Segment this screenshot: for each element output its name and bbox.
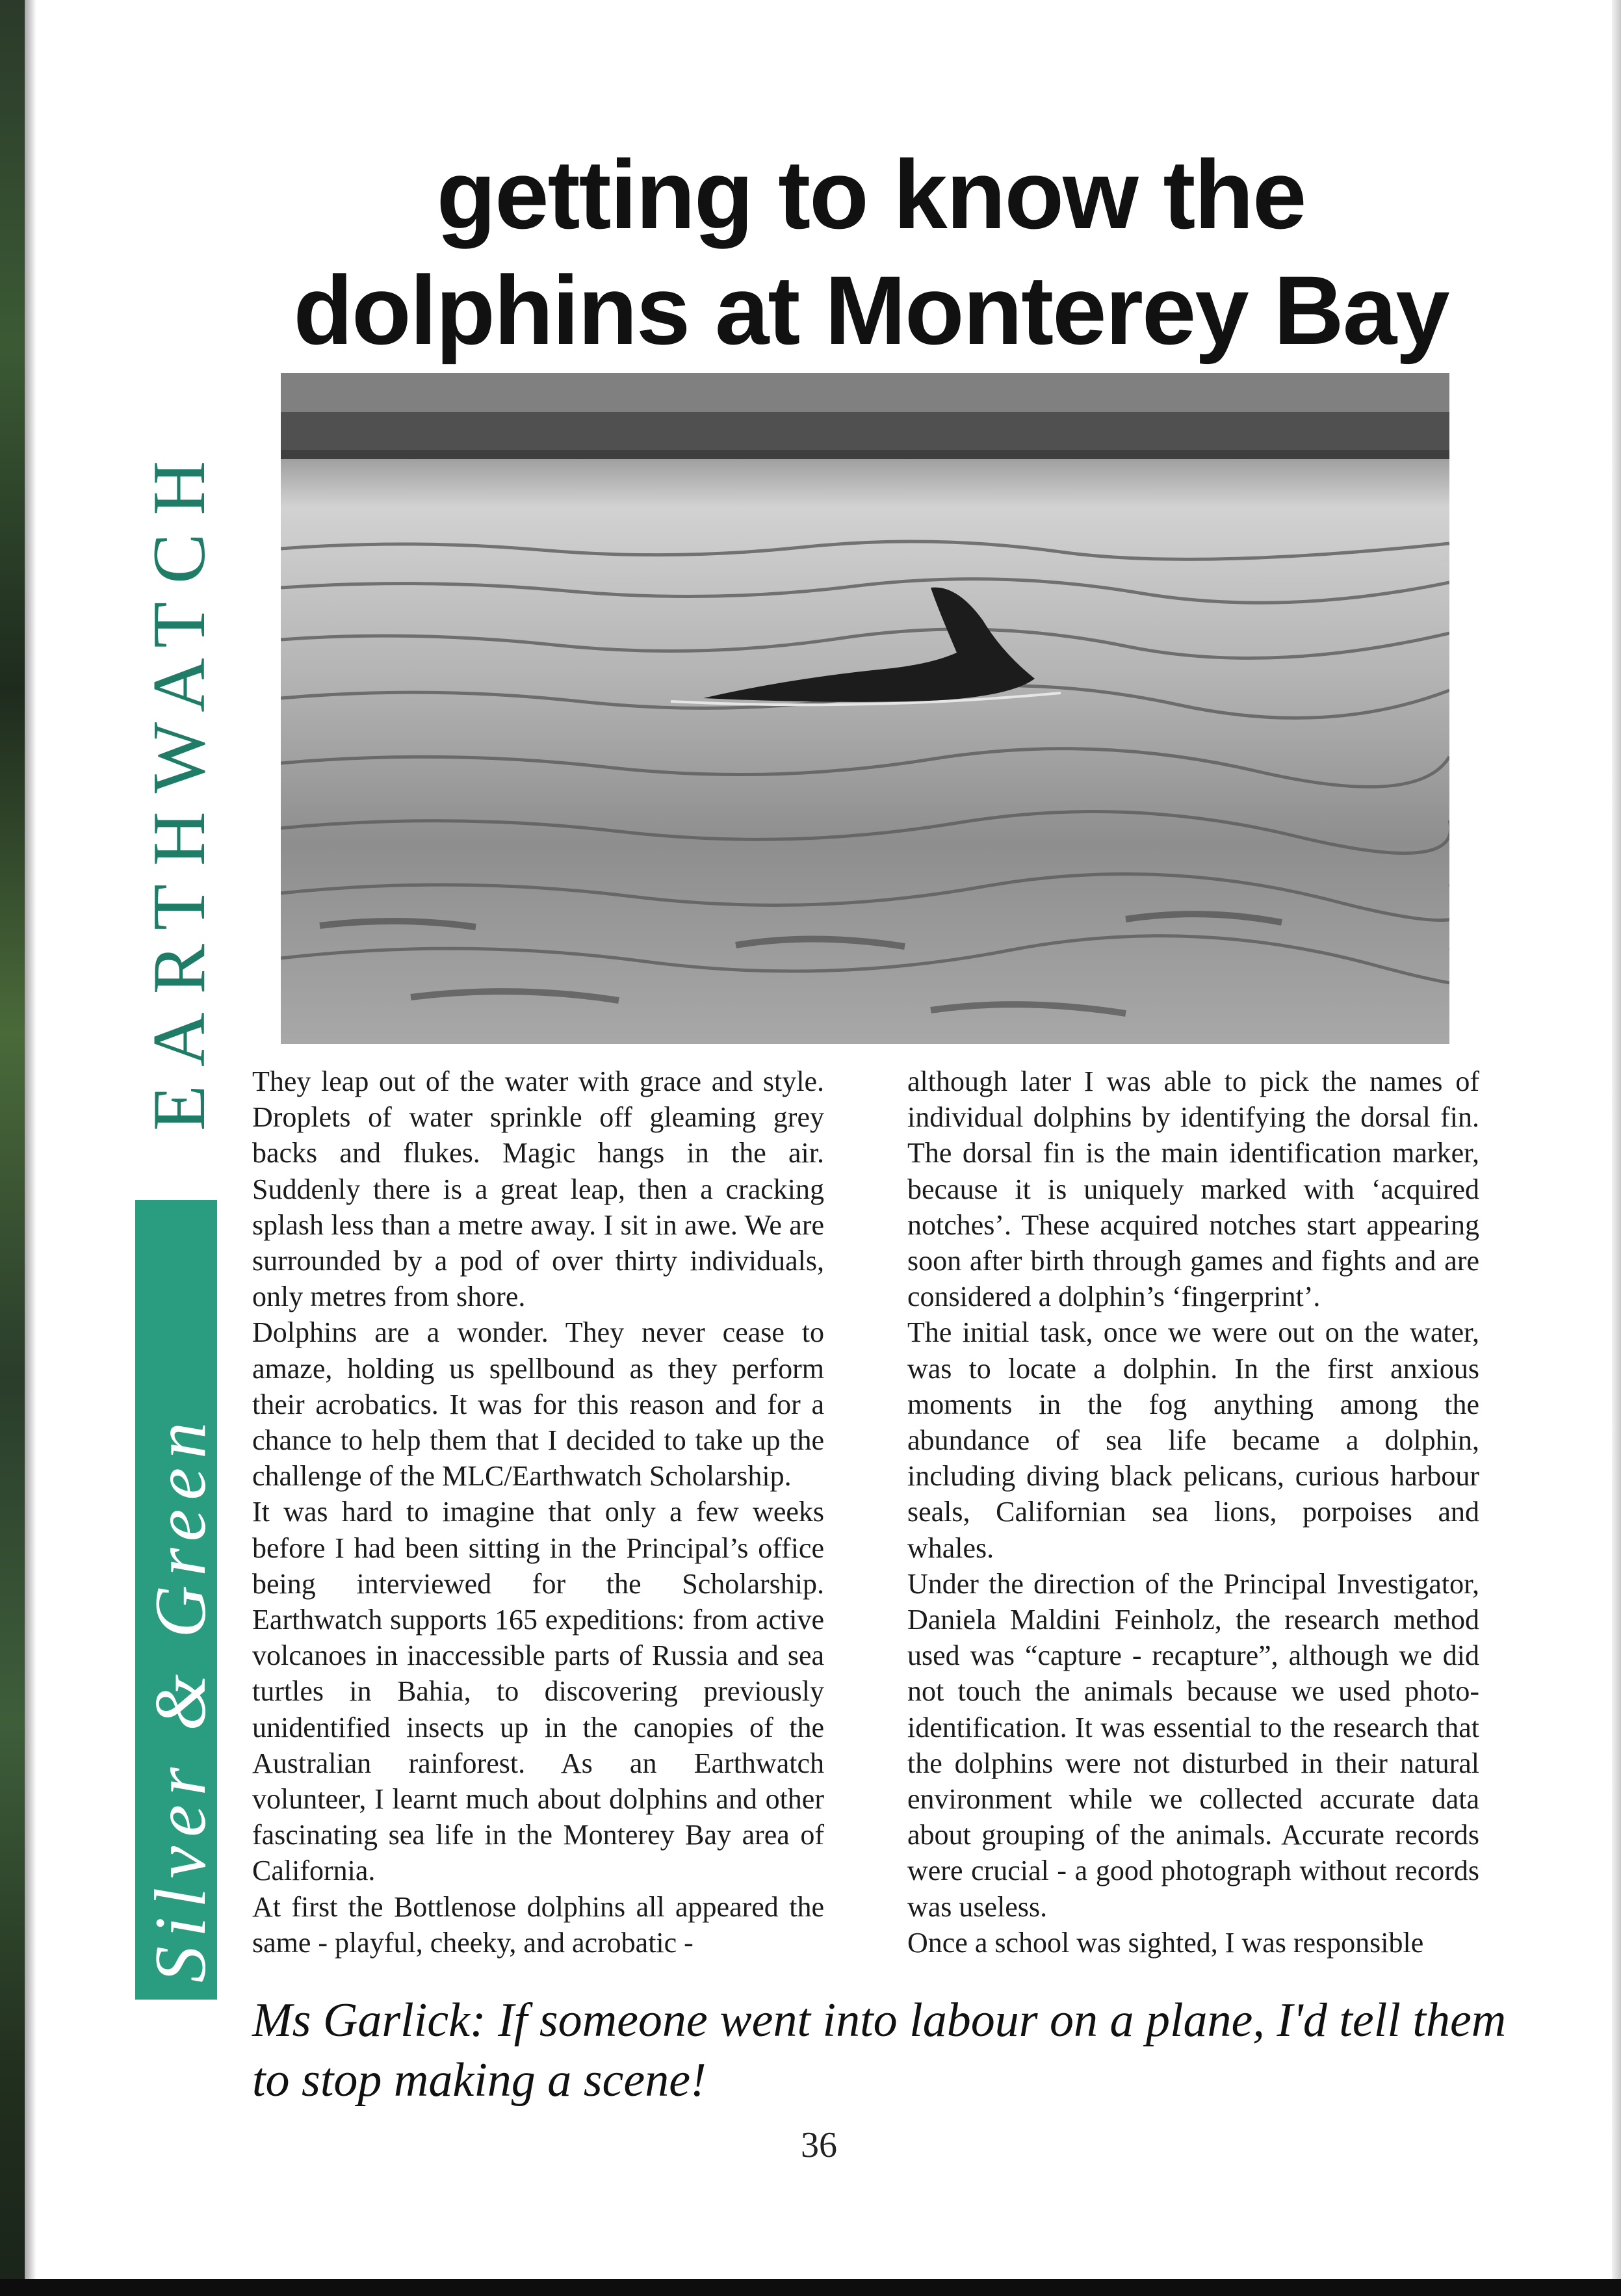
pull-quote: Ms Garlick: If someone went into labour on a plane, I'd tell them to stop making a scene! bbox=[252, 1994, 1507, 2107]
paragraph: although later I was able to pick the names of individual dolphins by identifying the dorsal fin. The dorsal fin is the main identification marker, because it is uniquely marked with ‘acquired notches’. These acquired notches start appearing soon after birth through games and fights and are considered a dolphin’s ‘fingerprint’. bbox=[907, 1065, 1479, 1313]
section-label-earthwatch: EARTHWATCH bbox=[138, 442, 221, 1131]
paragraph: They leap out of the water with grace and style. Droplets of water sprinkle off gleaming grey backs and flukes. Magic hangs in the air. Suddenly there is a great leap, then a cracking splash less than a metre away. I sit in awe. We are surrounded by a pod of over thirty individuals, only metres from shore. bbox=[252, 1065, 824, 1313]
body-column-left bbox=[252, 1063, 824, 1961]
paragraph: Under the direction of the Principal Investigator, Daniela Maldini Feinholz, the research method used was “capture - recapture”, although we did not touch the animals because we used photo-identification. It was essential to the research that the dolphins were not disturbed in their natural environment while we collected accurate data about grouping of the animals. Accurate records were crucial - a good photograph without records was useless. bbox=[907, 1567, 1479, 1923]
dolphin-fin-photo bbox=[281, 373, 1449, 1044]
paragraph: The initial task, once we were out on the water, was to locate a dolphin. In the first anxious moments in the fog anything among the abundance of sea life became a dolphin, including diving black pelicans, curious harbour seals, Californian sea lions, porpoises and whales. bbox=[907, 1316, 1479, 1564]
binding-shadow bbox=[25, 0, 36, 2296]
paragraph: At first the Bottlenose dolphins all appeared the same - playful, cheeky, and acrobatic - bbox=[252, 1890, 824, 1959]
paragraph: It was hard to imagine that only a few weeks before I had been sitting in the Principal’s office being interviewed for the Scholarship. Earthwatch supports 165 expeditions: from active volcanoes in inaccessible parts of Russia and sea turtles in Bahia, to discovering previously unidentified insects up in the canopies of the Australian rainforest. As an Earthwatch volunteer, I learnt much about dolphins and other fascinating sea life in the Monterey Bay area of California. bbox=[252, 1496, 824, 1887]
page-number: 36 bbox=[801, 2125, 837, 2165]
title-line-2: dolphins at Monterey Bay bbox=[293, 255, 1449, 365]
page-edge-right bbox=[1612, 0, 1621, 2296]
series-label-silver-green: Silver & Green bbox=[140, 1413, 221, 1983]
title-line-1: getting to know the bbox=[436, 140, 1306, 249]
body-column-right bbox=[907, 1063, 1479, 1961]
paragraph: Once a school was sighted, I was responsible bbox=[907, 1926, 1424, 1959]
paragraph: Dolphins are a wonder. They never cease to amaze, holding us spellbound as they perform their acrobatics. It was for this reason and for a chance to help them that I decided to take up the challenge of the MLC/Earthwatch Scholarship. bbox=[252, 1316, 824, 1493]
article-title bbox=[247, 137, 1495, 368]
binding-edge bbox=[0, 0, 25, 2296]
page-edge-bottom bbox=[0, 2279, 1621, 2296]
